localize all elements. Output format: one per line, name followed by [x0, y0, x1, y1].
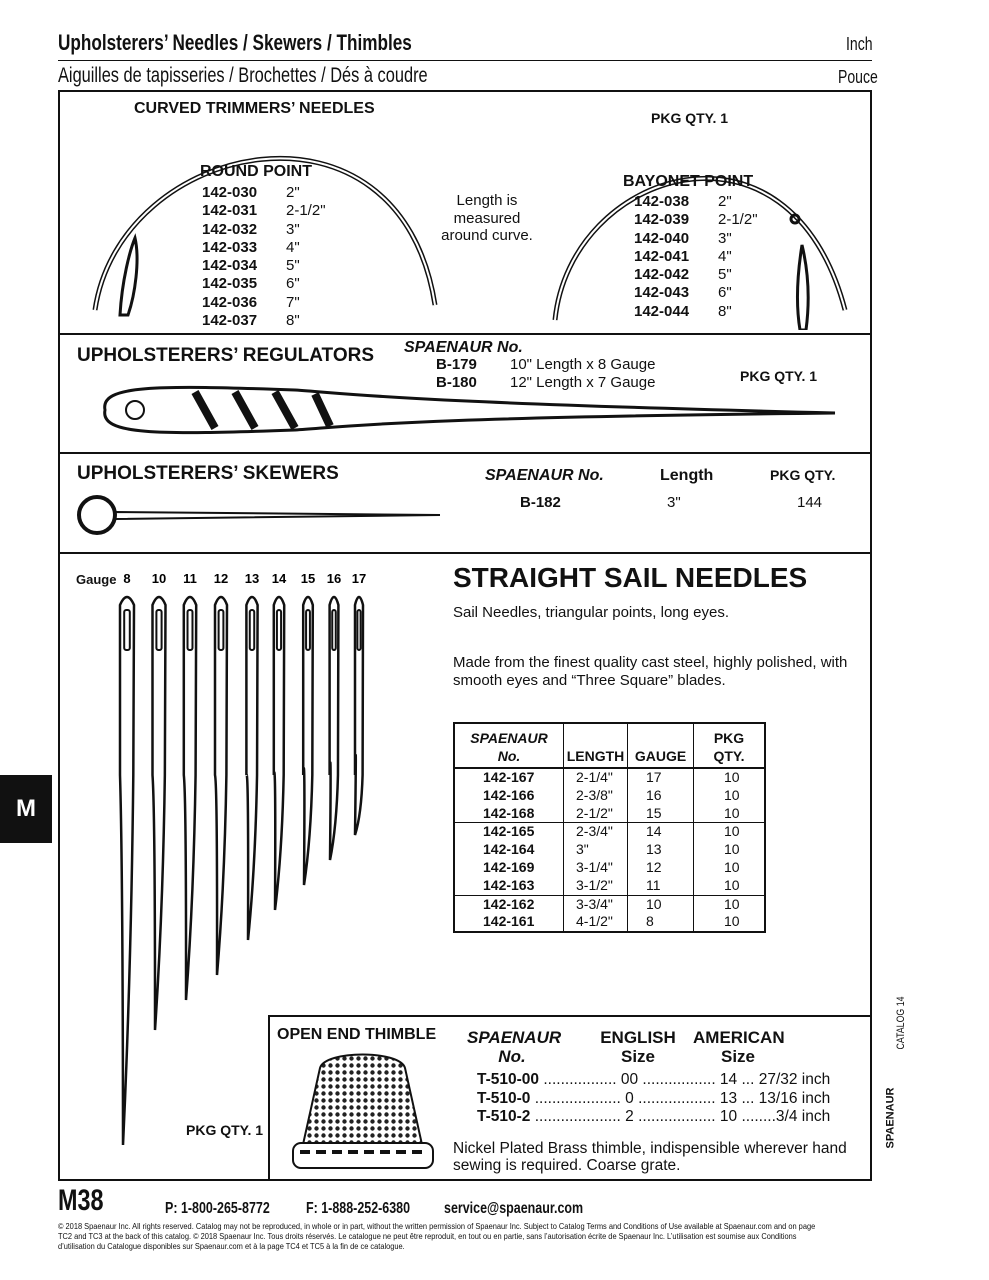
item-length: 6": [286, 275, 300, 293]
col-pkg: PKG: [713, 730, 745, 746]
item-length: 2": [286, 184, 300, 201]
item-no: 142-034: [202, 257, 258, 275]
table-cell: 17: [628, 769, 694, 787]
phone[interactable]: P: 1-800-265-8772: [165, 1200, 270, 1217]
bayonet-title: BAYONET POINT: [623, 173, 754, 190]
note-line: around curve.: [441, 227, 533, 244]
gauge-label: 10: [151, 571, 167, 586]
curved-title: CURVED TRIMMERS’ NEEDLES: [134, 100, 375, 117]
email-link[interactable]: service@spaenaur.com: [444, 1200, 584, 1217]
legal-text: © 2018 Spaenaur Inc. All rights reserved. Catalog may not be reproduced, in whole or in part, without the written permission of Spaenaur Inc. Subject to Catalog Terms and Conditions of Use available at Spaenaur.com and on page TC2 and TC3 at the back of this catalog. © 2018 Spaenaur Inc. Tous droits réservés. Le catalogue ne peut être reproduit, en tout ou en partie, sans l’autorisation écrite de Spaenaur Inc. L’utilisation est soumise aux Conditions d’utilisation du Catalogue disponibles sur Spaenaur.com et à la page TC4 et TC5 à la fin de ce catalogue.: [58, 1222, 816, 1251]
thimble-col-no: [467, 1028, 562, 1066]
col-gauge: GAUGE: [628, 724, 694, 767]
item-length: 3": [718, 229, 732, 247]
col: Size: [620, 1047, 656, 1066]
item-length: 8": [718, 302, 732, 320]
sail-desc-2: Made from the finest quality cast steel, highly polished, with smooth eyes and “Three Square” blades.: [453, 654, 848, 689]
sail-title: STRAIGHT SAIL NEEDLES: [453, 562, 808, 593]
table-cell: 10: [724, 823, 740, 840]
table-cell: 142-167: [455, 769, 564, 787]
list-item: [634, 284, 758, 302]
list-item: [634, 193, 758, 211]
table-cell: 10: [724, 858, 740, 875]
col: ENGLISH: [600, 1028, 676, 1047]
item-no: 142-031: [202, 202, 258, 220]
unit-fr: Pouce: [838, 67, 878, 87]
list-item: [634, 230, 758, 248]
gauge-label: 8: [123, 571, 131, 586]
regulators-title: UPHOLSTERERS’ REGULATORS: [77, 345, 374, 366]
table-cell: 10: [724, 841, 740, 858]
item-no: 142-039: [634, 211, 690, 229]
list-item: [634, 211, 758, 229]
thimble-illustration: [285, 1048, 445, 1176]
list-item: [634, 266, 758, 284]
item-length: 8": [286, 312, 300, 330]
table-cell: 142-169: [455, 859, 564, 877]
skewers-col-pkg: PKG QTY.: [770, 467, 836, 483]
gauge-label: 12: [213, 571, 229, 586]
note-line: measured: [453, 209, 521, 227]
item-length: 2-1/2": [286, 202, 326, 220]
col: Size: [720, 1047, 756, 1066]
col: No.: [498, 1047, 526, 1066]
table-cell: 10: [724, 913, 740, 930]
item-no: 142-036: [202, 293, 258, 311]
page-title-fr: Aiguilles de tapisseries / Brochettes / Dés à coudre: [58, 64, 428, 87]
thimble-no: T-510-2: [477, 1108, 531, 1125]
thimble-col-english: [598, 1028, 678, 1066]
table-cell: 16: [628, 787, 694, 805]
thimble-col-american: [693, 1028, 783, 1066]
col: SPAENAUR: [467, 1028, 562, 1047]
item-no: 142-038: [634, 193, 690, 210]
col-no-2: No.: [497, 748, 521, 764]
reg-no: B-180: [436, 374, 477, 391]
table-cell: 3-1/4": [564, 859, 628, 877]
table-cell: 2-3/4": [564, 823, 628, 841]
thimble-rows: [477, 1071, 830, 1127]
item-no: 142-040: [634, 229, 690, 247]
item-no: 142-041: [634, 247, 690, 265]
item-length: 2": [718, 193, 732, 210]
item-length: 4": [286, 238, 300, 256]
col-no: SPAENAUR: [470, 730, 548, 746]
reg-desc: 10" Length x 8 Gauge: [510, 356, 656, 373]
item-length: 2-1/2": [718, 211, 758, 229]
reg-desc: 12" Length x 7 Gauge: [510, 374, 656, 391]
table-cell: 13: [628, 841, 694, 859]
regulators-pkg: PKG QTY. 1: [740, 368, 818, 384]
table-cell: 142-168: [455, 805, 564, 823]
thimble-row: T-510-00 ................. 00 ................. 14 ... 27/32 inch: [477, 1071, 831, 1088]
table-row: [455, 823, 764, 841]
table-group: [455, 823, 764, 895]
gauge-label: 11: [183, 571, 197, 586]
col-length: LENGTH: [564, 724, 628, 767]
table-cell: 2-3/8": [564, 787, 628, 805]
bayonet-list: [634, 193, 758, 321]
item-no: 142-033: [202, 238, 258, 256]
gauge-label: 13: [244, 571, 260, 586]
sail-desc-1: Sail Needles, triangular points, long eyes.: [453, 604, 729, 621]
item-length: 4": [718, 247, 732, 265]
item-length: 6": [718, 284, 732, 302]
fax[interactable]: F: 1-888-252-6380: [306, 1200, 411, 1217]
item-length: 3": [286, 220, 300, 238]
table-cell: 4-1/2": [564, 913, 628, 931]
table-cell: 14: [628, 823, 694, 841]
list-item: [634, 303, 758, 321]
length-note: [441, 192, 533, 245]
sail-needle: [355, 597, 363, 835]
item-no: 142-043: [634, 284, 690, 302]
table-cell: 142-163: [455, 877, 564, 895]
item-no: 142-037: [202, 312, 258, 330]
item-no: 142-035: [202, 275, 258, 293]
page-number: M38: [58, 1184, 104, 1217]
table-header: [455, 724, 764, 769]
gauge-label: 14: [271, 571, 287, 586]
table-group: [455, 896, 764, 932]
note-line: Length is: [456, 192, 518, 209]
table-cell: 142-161: [455, 913, 564, 931]
item-no: 142-032: [202, 220, 258, 238]
table-row: [455, 896, 764, 914]
table-cell: 142-166: [455, 787, 564, 805]
table-row: [455, 841, 764, 859]
side-catalog: CATALOG 14: [895, 996, 908, 1050]
sail-needle: [274, 597, 284, 910]
thimble-row: T-510-0 .................... 0 .................. 13 ... 13/16 inch: [477, 1089, 831, 1107]
table-row: [455, 877, 764, 895]
table-cell: 10: [724, 786, 740, 803]
skewers-col-no: SPAENAUR No.: [485, 467, 604, 484]
table-cell: 142-165: [455, 823, 564, 841]
item-length: 7": [286, 293, 300, 311]
skewer-no: B-182: [520, 494, 561, 511]
thimble-desc: Nickel Plated Brass thimble, indispensible wherever hand sewing is required. Coarse grate.: [453, 1140, 847, 1174]
curved-pkg: PKG QTY. 1: [651, 110, 729, 126]
gauge-label: 17: [351, 571, 367, 586]
skewers-col-length: Length: [660, 467, 714, 484]
page-title-en: Upholsterers’ Needles / Skewers / Thimbles: [58, 30, 412, 55]
table-cell: 8: [628, 913, 694, 931]
item-no: 142-030: [202, 184, 258, 201]
sail-needles-illustration: [0, 0, 450, 1180]
table-row: [455, 769, 764, 787]
col-pkg-2: QTY.: [713, 748, 745, 764]
reg-no: B-179: [436, 356, 477, 373]
table-group: [455, 769, 764, 823]
list-item: [634, 248, 758, 266]
table-cell: 11: [628, 877, 694, 895]
table-row: [455, 859, 764, 877]
table-cell: 12: [628, 859, 694, 877]
table-row: [455, 913, 764, 931]
item-no: 142-044: [634, 302, 690, 320]
skewers-title: UPHOLSTERERS’ SKEWERS: [77, 463, 339, 484]
regulators-col: SPAENAUR No.: [404, 339, 523, 356]
skewer-pkg: 144: [797, 494, 823, 511]
table-cell: 10: [628, 896, 694, 914]
item-length: 5": [286, 257, 300, 275]
gauge-label: 16: [326, 571, 342, 586]
sail-needle: [303, 597, 313, 885]
table-cell: 10: [724, 876, 740, 893]
sail-needle: [215, 597, 227, 975]
round-point-title: ROUND POINT: [200, 163, 312, 180]
sail-needle: [153, 597, 166, 1030]
table-cell: 3-1/2": [564, 877, 628, 895]
sail-needle: [120, 597, 134, 1145]
gauge-label: 15: [300, 571, 316, 586]
thimble-pkg: PKG QTY. 1: [186, 1122, 264, 1138]
table-cell: 2-1/4": [564, 769, 628, 787]
section-tab[interactable]: M: [0, 775, 52, 843]
table-row: [455, 787, 764, 805]
side-brand: SPAENAUR: [884, 1087, 897, 1149]
table-cell: 10: [724, 895, 740, 912]
thimble-no: T-510-0: [477, 1089, 531, 1107]
table-cell: 10: [724, 769, 740, 785]
thimble-row: T-510-2 .................... 2 .................. 10 ........3/4 inch: [477, 1108, 831, 1125]
sail-needle: [184, 597, 196, 1000]
thimble-no: T-510-00: [477, 1071, 540, 1088]
table-cell: 142-162: [455, 896, 564, 914]
item-length: 5": [718, 266, 732, 284]
sail-needle: [330, 597, 339, 860]
sail-needles-table: [453, 722, 766, 933]
table-row: [455, 805, 764, 823]
unit-en: Inch: [846, 34, 873, 54]
table-cell: 2-1/2": [564, 805, 628, 823]
thimble-title: OPEN END THIMBLE: [277, 1026, 437, 1043]
col: AMERICAN: [693, 1028, 785, 1047]
table-cell: 15: [628, 805, 694, 823]
skewer-length: 3": [667, 494, 681, 511]
table-cell: 142-164: [455, 841, 564, 859]
table-cell: 10: [724, 804, 740, 821]
table-cell: 3-3/4": [564, 896, 628, 914]
item-no: 142-042: [634, 266, 690, 284]
table-cell: 3": [564, 841, 628, 859]
gauge-label: Gauge: [76, 572, 117, 587]
sail-needle: [246, 597, 257, 940]
